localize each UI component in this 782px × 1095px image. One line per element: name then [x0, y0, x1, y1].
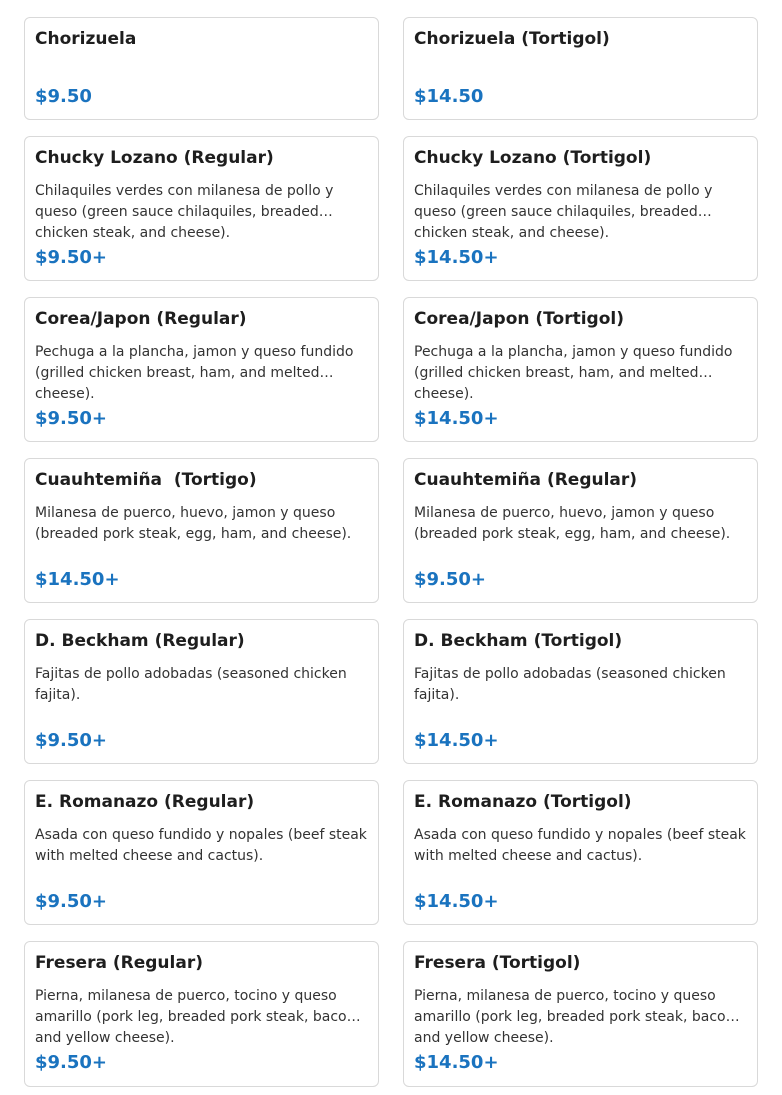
menu-item-card[interactable]: [24, 136, 379, 281]
menu-grid: [24, 17, 758, 1087]
menu-item-card[interactable]: [24, 941, 379, 1087]
item-description: Asada con queso fundido y nopales (beef steak with melted cheese and cactus).: [35, 827, 367, 864]
item-price: $9.50+: [35, 247, 108, 268]
item-price: $14.50: [414, 86, 484, 107]
item-name: Chucky Lozano (Tortigol): [414, 148, 652, 168]
menu-item-card[interactable]: [403, 17, 758, 120]
item-name: Cuauhtemiña (Regular): [414, 470, 638, 490]
item-description: Pechuga a la plancha, jamon y queso fundido (grilled chicken breast, ham, and melted cheese).: [414, 344, 733, 402]
item-name: Corea/Japon (Tortigol): [414, 309, 624, 329]
menu-item-card[interactable]: [403, 297, 758, 442]
menu-item-card[interactable]: [24, 17, 379, 120]
item-name: D. Beckham (Tortigol): [414, 631, 623, 651]
menu-item-card[interactable]: [403, 780, 758, 925]
item-description: Chilaquiles verdes con milanesa de pollo y queso (green sauce chilaquiles, breaded chicken steak, and cheese).: [35, 183, 334, 241]
item-price: $14.50+: [35, 569, 120, 590]
menu-item-card[interactable]: [24, 619, 379, 764]
item-price: $9.50+: [35, 730, 108, 751]
menu-item-card[interactable]: [403, 458, 758, 603]
item-description: Chilaquiles verdes con milanesa de pollo y queso (green sauce chilaquiles, breaded chicken steak, and cheese).: [414, 183, 713, 241]
item-price: $14.50+: [414, 730, 499, 751]
item-price: $9.50+: [35, 408, 108, 429]
item-description: Fajitas de pollo adobadas (seasoned chicken fajita).: [414, 666, 726, 703]
item-price: $9.50: [35, 86, 92, 107]
item-description: Milanesa de puerco, huevo, jamon y queso (breaded pork steak, egg, ham, and cheese).: [414, 505, 731, 542]
item-name: Cuauhtemiña (Tortigo): [35, 470, 257, 490]
item-name: E. Romanazo (Tortigol): [414, 792, 632, 812]
item-description: Fajitas de pollo adobadas (seasoned chicken fajita).: [35, 666, 347, 703]
menu-item-card[interactable]: [403, 941, 758, 1087]
menu-item-card[interactable]: [24, 297, 379, 442]
item-description: Pierna, milanesa de puerco, tocino y queso amarillo (pork leg, breaded pork steak, bacon, and yellow cheese).: [414, 988, 739, 1046]
item-name: Chorizuela: [35, 29, 137, 49]
item-name: E. Romanazo (Regular): [35, 792, 255, 812]
item-name: Fresera (Tortigol): [414, 953, 581, 973]
item-name: Chucky Lozano (Regular): [35, 148, 274, 168]
item-price: $14.50+: [414, 247, 499, 268]
item-price: $9.50+: [35, 1052, 108, 1073]
menu-item-card[interactable]: [403, 619, 758, 764]
menu-item-card[interactable]: [403, 136, 758, 281]
item-description: Asada con queso fundido y nopales (beef steak with melted cheese and cactus).: [414, 827, 746, 864]
item-price: $14.50+: [414, 1052, 499, 1073]
menu-item-card[interactable]: [24, 458, 379, 603]
item-price: $14.50+: [414, 891, 499, 912]
item-description: Milanesa de puerco, huevo, jamon y queso (breaded pork steak, egg, ham, and cheese).: [35, 505, 352, 542]
item-name: D. Beckham (Regular): [35, 631, 245, 651]
item-price: $9.50+: [414, 569, 487, 590]
item-name: Corea/Japon (Regular): [35, 309, 247, 329]
menu-item-card[interactable]: [24, 780, 379, 925]
item-description: Pechuga a la plancha, jamon y queso fundido (grilled chicken breast, ham, and melted cheese).: [35, 344, 354, 402]
item-price: $9.50+: [35, 891, 108, 912]
item-description: Pierna, milanesa de puerco, tocino y queso amarillo (pork leg, breaded pork steak, bacon, and yellow cheese).: [35, 988, 360, 1046]
item-price: $14.50+: [414, 408, 499, 429]
item-name: Fresera (Regular): [35, 953, 203, 973]
item-name: Chorizuela (Tortigol): [414, 29, 610, 49]
